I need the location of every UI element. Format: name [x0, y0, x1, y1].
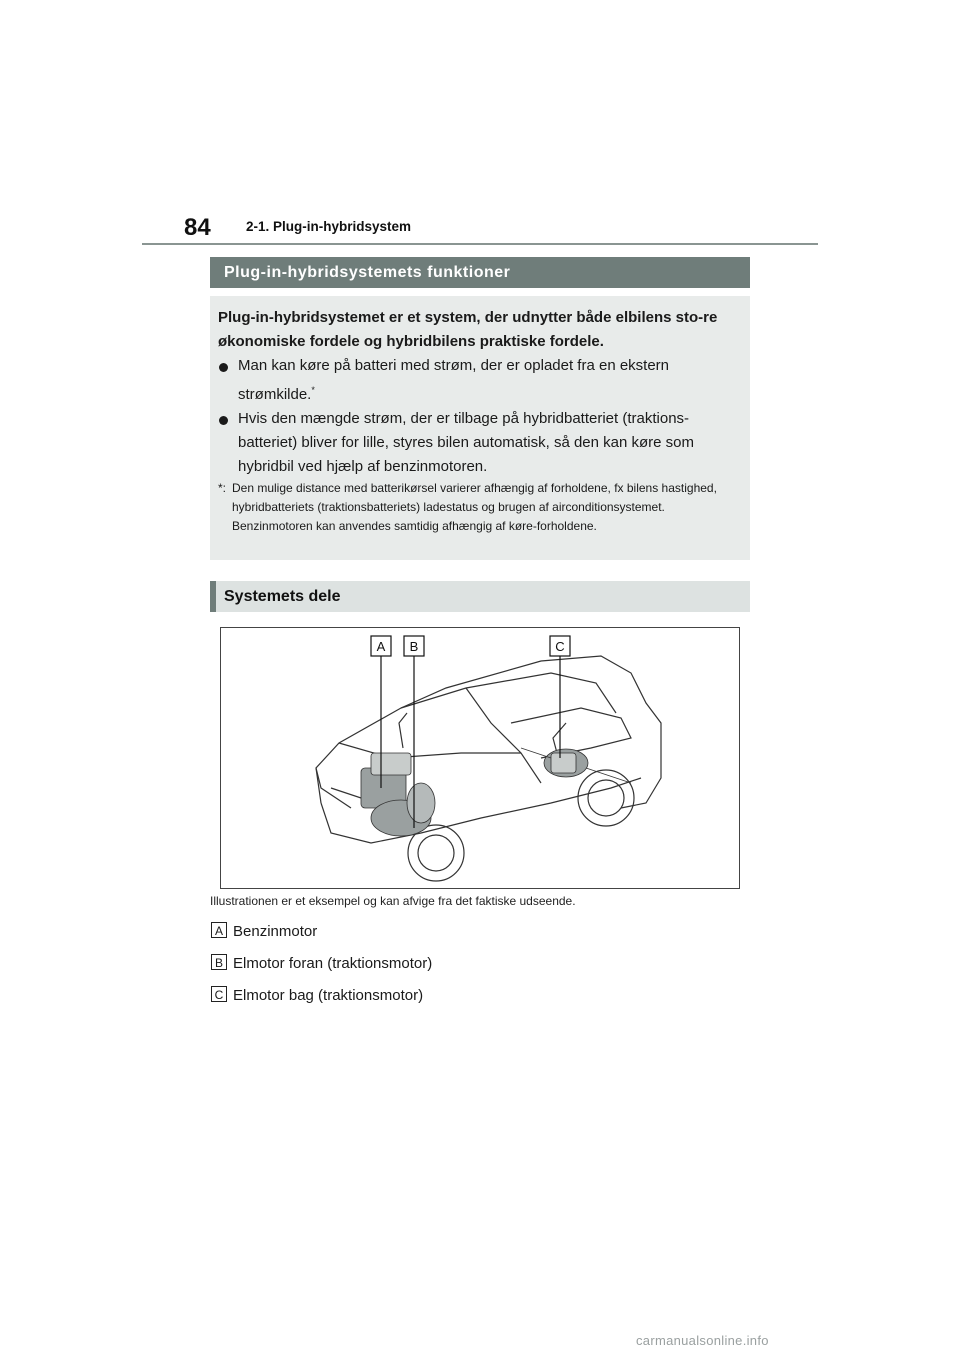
callout-a-label: A [376, 639, 386, 654]
legend-item-b [211, 954, 711, 976]
bullet-text: Hvis den mængde strøm, der er tilbage på hybridbatteriet (traktions-batteriet) bliver for lille, styres bilen automatisk, så den kan køre som hybridbil ved hjælp af benzinmotoren. [238, 410, 695, 475]
legend-letter-a: A [211, 922, 227, 938]
chapter-title: 2-1. Plug-in-hybridsystem [246, 219, 412, 234]
section-title-parts: Systemets dele [210, 581, 750, 612]
suv-drawing [221, 628, 739, 888]
callout-b-label: B [409, 639, 419, 654]
legend-label-b: Elmotor foran (traktionsmotor) [233, 955, 433, 972]
footnote-text: Den mulige distance med batterikørsel varierer afhængig af forholdene, fx bilens hastighed, hybridbatteriets (traktionsbatteriets) ladestatus og brugen af airconditionsystemet. Benzinmotoren kan anvendes samtidig afhængig af køre-forholdene. [232, 481, 717, 533]
watermark: carmanualsonline.info [636, 1333, 769, 1348]
section-title-functions: Plug-in-hybridsystemets funktioner [210, 257, 750, 288]
header-divider [142, 243, 818, 245]
engine-assembly [361, 753, 435, 836]
footnote-ref: * [311, 385, 315, 395]
callout-c-label: C [555, 639, 565, 654]
legend-letter-b: B [211, 954, 227, 970]
illustration-caption: Illustrationen er et eksempel og kan afvige fra det faktiske udseende. [210, 894, 576, 908]
legend-label-a: Benzinmotor [233, 923, 318, 940]
bullet-item-battery [219, 354, 739, 402]
bullet-dot-icon [219, 416, 228, 425]
bullet-text: Man kan køre på batteri med strøm, der er opladet fra en ekstern strømkilde.* [238, 357, 670, 403]
page-number: 84 [184, 214, 211, 241]
bullet-item-hybrid [219, 407, 739, 479]
legend-letter-c: C [211, 986, 227, 1002]
legend-item-a [211, 922, 711, 944]
legend-item-c [211, 986, 711, 1008]
bullet-dot-icon [219, 363, 228, 372]
footnote-mark: *: [218, 481, 227, 495]
legend-label-c: Elmotor bag (traktionsmotor) [233, 987, 424, 1004]
vehicle-illustration [220, 627, 740, 889]
intro-lead-text: Plug-in-hybridsystemet er et system, der udnytter både elbilens sto-re økonomiske fordele og hybridbilens praktiske fordele. [218, 309, 718, 350]
